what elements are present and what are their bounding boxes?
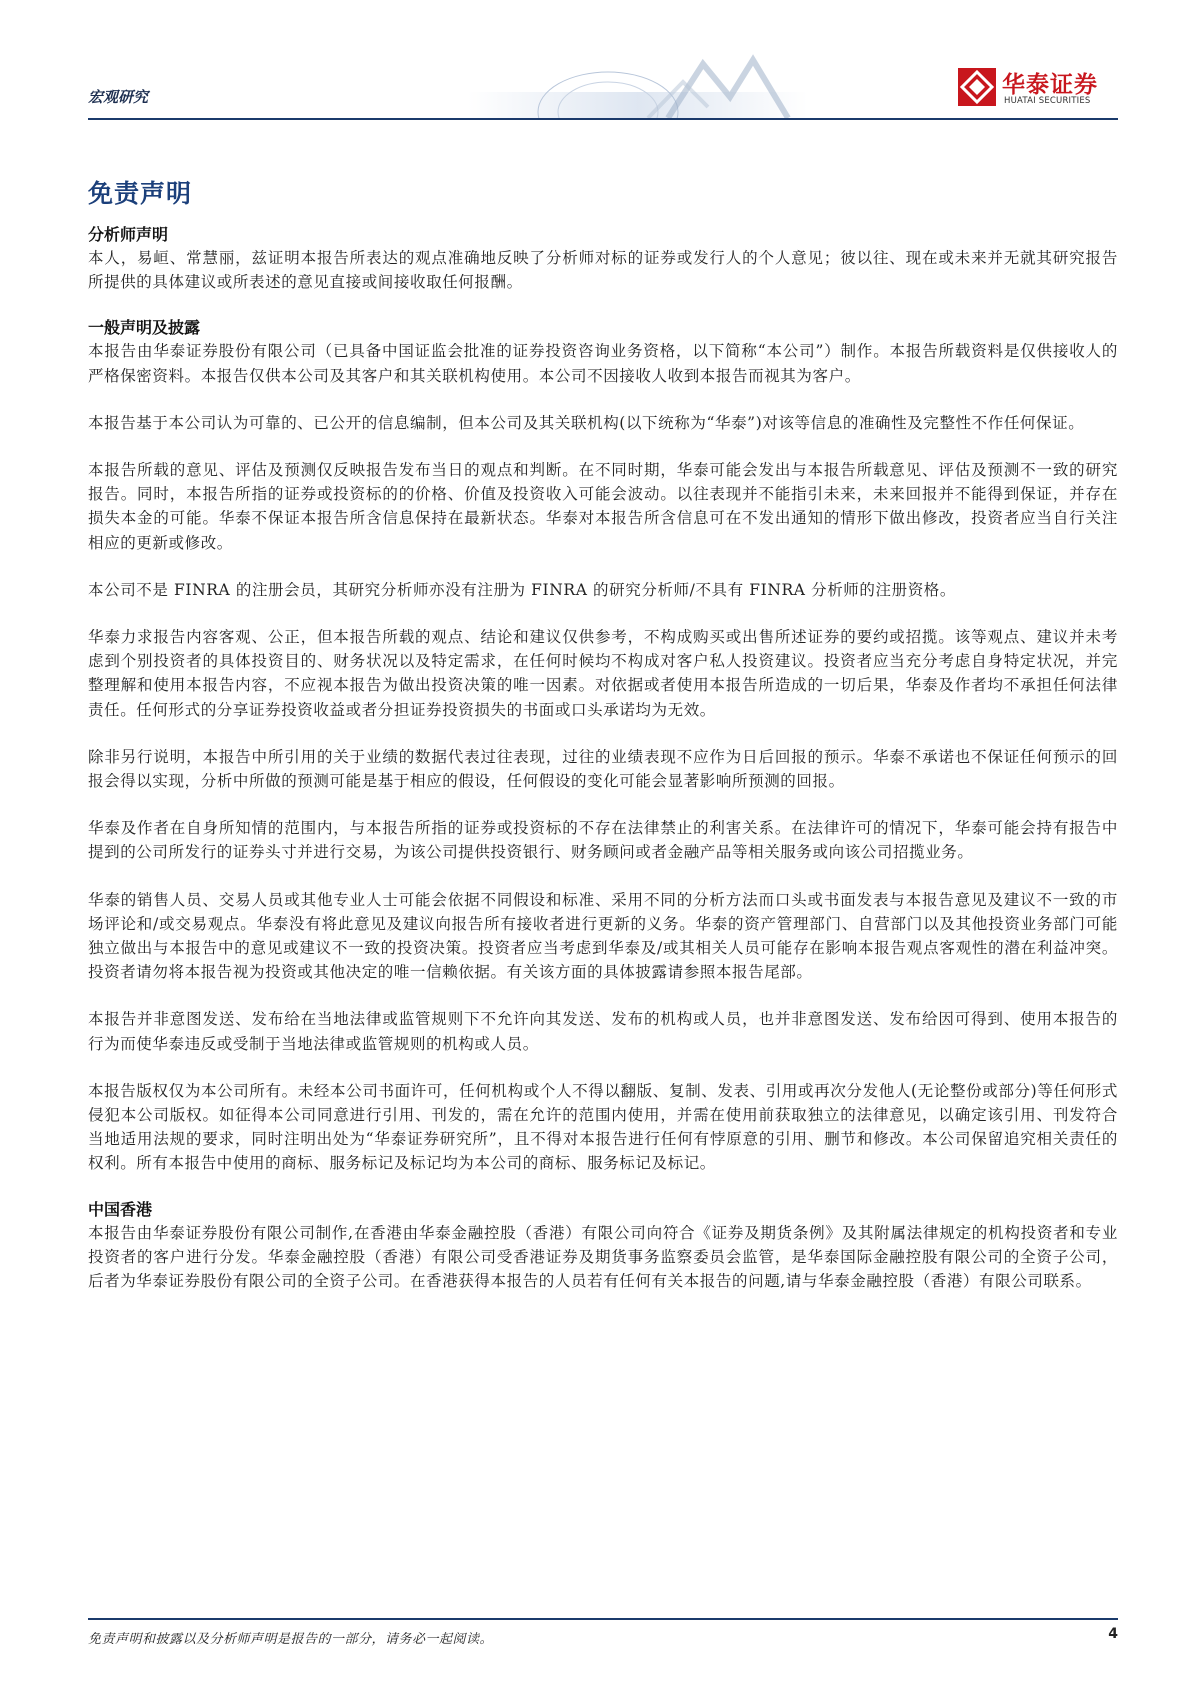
logo-chinese-name: 华泰证券 (1002, 72, 1098, 98)
paragraph: 本报告基于本公司认为可靠的、已公开的信息编制，但本公司及其关联机构(以下统称为“华泰”)对该等信息的准确性及完整性不作任何保证。 (88, 413, 1085, 432)
paragraph: 华泰力求报告内容客观、公正，但本报告所载的观点、结论和建议仅供参考，不构成购买或出售所述证券的要约或招揽。该等观点、建议并未考虑到个别投资者的具体投资目的、财务状况以及特定需求，在任何时候均不构成对客户私人投资建议。投资者应当充分考虑自身特定状况，并完整理解和使用本报告内容，不应视本报告为做出投资决策的唯一因素。对依据或者使用本报告所造成的一切后果，华泰及作者均不承担任何法律责任。任何形式的分享证券投资收益或者分担证券投资损失的书面或口头承诺均为无效。 (88, 628, 1118, 719)
page-number: 4 (1108, 1626, 1118, 1642)
page-header (88, 52, 1118, 118)
paragraph: 华泰的销售人员、交易人员或其他专业人士可能会依据不同假设和标准、采用不同的分析方法而口头或书面发表与本报告意见及建议不一致的市场评论和/或交易观点。华泰没有将此意见及建议向报告所有接收者进行更新的义务。华泰的资产管理部门、自营部门以及其他投资业务部门可能独立做出与本报告中的意见或建议不一致的投资决策。投资者应当考虑到华泰及/或其相关人员可能存在影响本报告观点客观性的潜在利益冲突。投资者请勿将本报告视为投资或其他决定的唯一信赖依据。有关该方面的具体披露请参照本报告尾部。 (88, 890, 1118, 982)
disclaimer-content (88, 224, 1118, 1293)
header-divider (88, 118, 1118, 120)
footer-note: 免责声明和披露以及分析师声明是报告的一部分，请务必一起阅读。 (88, 1632, 494, 1647)
paragraph: 本人，易峘、常慧丽，兹证明本报告所表达的观点准确地反映了分析师对标的证券或发行人的个人意见；彼以往、现在或未来并无就其研究报告所提供的具体建议或所表述的意见直接或间接收取任何报酬。 (88, 249, 1118, 292)
section-title-hongkong: 中国香港 (88, 1199, 153, 1219)
paragraph: 本报告并非意图发送、发布给在当地法律或监管规则下不允许向其发送、发布的机构或人员，也并非意图发送、发布给因可得到、使用本报告的行为而使华泰违反或受制于当地法律或监管规则的机构或人员。 (88, 1010, 1118, 1053)
section-title-analyst: 分析师声明 (88, 225, 169, 244)
paragraph: 本报告版权仅为本公司所有。未经本公司书面许可，任何机构或个人不得以翻版、复制、发表、引用或再次分发他人(无论整份或部分)等任何形式侵犯本公司版权。如征得本公司同意进行引用、刊发的，需在允许的范围内使用，并需在使用前获取独立的法律意见，以确定该引用、刊发符合当地适用法规的要求，同时注明出处为“华泰证券研究所”，且不得对本报告进行任何有悖原意的引用、删节和修改。本公司保留追究相关责任的权利。所有本报告中使用的商标、服务标记及标记均为本公司的商标、服务标记及标记。 (88, 1081, 1118, 1173)
paragraph: 本报告由华泰证券股份有限公司制作,在香港由华泰金融控股（香港）有限公司向符合《证券及期货条例》及其附属法律规定的机构投资者和专业投资者的客户进行分发。华泰金融控股（香港）有限公司受香港证券及期货事务监察委员会监管，是华泰国际金融控股有限公司的全资子公司，后者为华泰证券股份有限公司的全资子公司。在香港获得本报告的人员若有任何有关本报告的问题,请与华泰金融控股（香港）有限公司联系。 (88, 1223, 1118, 1291)
paragraph: 本报告所载的意见、评估及预测仅反映报告发布当日的观点和判断。在不同时期，华泰可能会发出与本报告所载意见、评估及预测不一致的研究报告。同时，本报告所指的证券或投资标的的价格、价值及投资收入可能会波动。以往表现并不能指引未来，未来回报并不能得到保证，并存在损失本金的可能。华泰不保证本报告所含信息保持在最新状态。华泰对本报告所含信息可在不发出通知的情形下做出修改，投资者应当自行关注相应的更新或修改。 (88, 461, 1118, 552)
logo-english-name: HUATAI SECURITIES (1004, 96, 1091, 106)
paragraph: 除非另行说明，本报告中所引用的关于业绩的数据代表过往表现，过往的业绩表现不应作为日后回报的预示。华泰不承诺也不保证任何预示的回报会得以实现，分析中所做的预测可能是基于相应的假设，任何假设的变化可能会显著影响所预测的回报。 (88, 747, 1118, 791)
paragraph: 华泰及作者在自身所知情的范围内，与本报告所指的证券或投资标的不存在法律禁止的利害关系。在法律许可的情况下，华泰可能会持有报告中提到的公司所发行的证券头寸并进行交易，为该公司提供投资银行、财务顾问或者金融产品等相关服务或向该公司招揽业务。 (88, 819, 1118, 862)
header-section-label: 宏观研究 (88, 88, 149, 106)
footer-divider (88, 1618, 1118, 1620)
paragraph: 本公司不是 FINRA 的注册会员，其研究分析师亦没有注册为 FINRA 的研究分析师/不具有 FINRA 分析师的注册资格。 (88, 580, 956, 599)
paragraph: 本报告由华泰证券股份有限公司（已具备中国证监会批准的证券投资咨询业务资格，以下简称“本公司”）制作。本报告所载资料是仅供接收人的严格保密资料。本报告仅供本公司及其客户和其关联机构使用。本公司不因接收人收到本报告而视其为客户。 (88, 342, 1118, 385)
section-title-general: 一般声明及披露 (88, 318, 201, 338)
header-decoration-graphic (468, 52, 808, 118)
huatai-logo (958, 66, 1118, 110)
page-title: 免责声明 (88, 179, 193, 208)
huatai-logo-mark-icon (958, 68, 996, 106)
